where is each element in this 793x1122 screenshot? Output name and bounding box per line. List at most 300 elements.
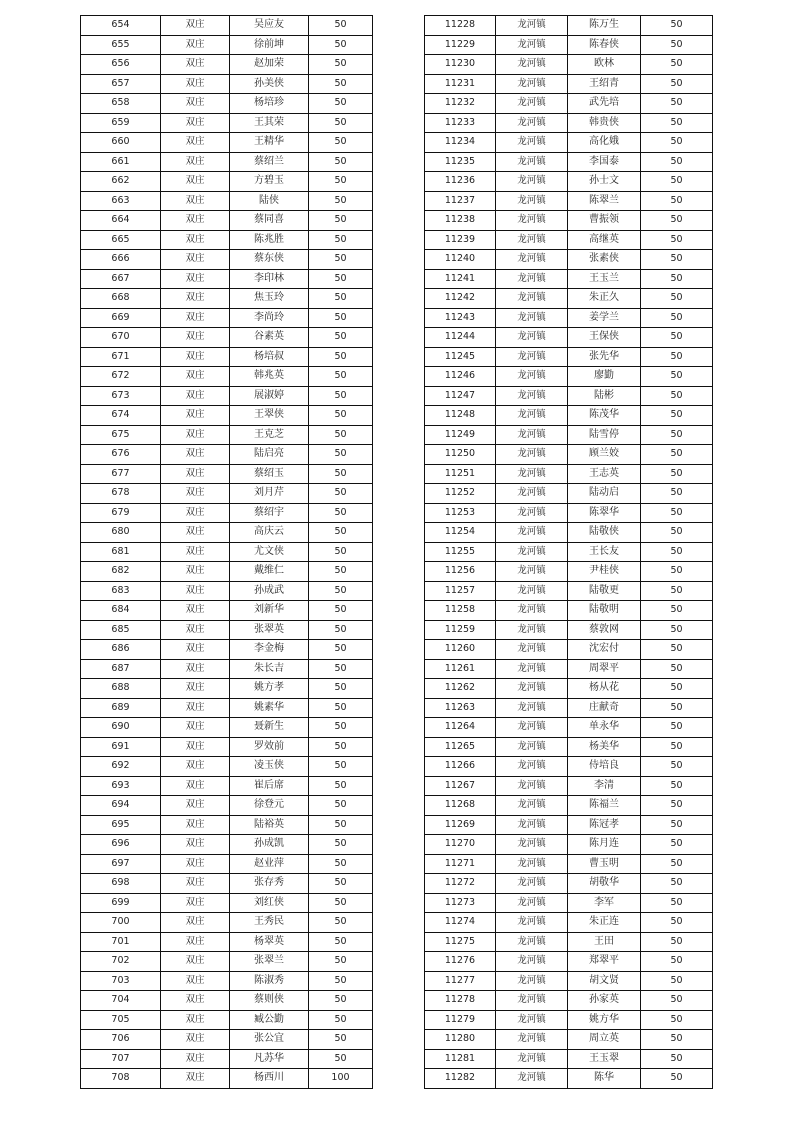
row-number-cell: 11270 <box>425 835 496 855</box>
amount-cell: 50 <box>641 796 713 816</box>
row-number-cell: 698 <box>81 874 161 894</box>
name-cell: 陆敬明 <box>568 601 641 621</box>
amount-cell: 50 <box>309 230 373 250</box>
town-cell: 龙河镇 <box>496 133 568 153</box>
town-cell: 龙河镇 <box>496 737 568 757</box>
table-row <box>425 1030 713 1050</box>
amount-cell: 50 <box>641 971 713 991</box>
row-number-cell: 686 <box>81 640 161 660</box>
amount-cell: 50 <box>309 328 373 348</box>
row-number-cell: 665 <box>81 230 161 250</box>
amount-cell: 50 <box>309 679 373 699</box>
town-cell: 龙河镇 <box>496 1010 568 1030</box>
row-number-cell: 11240 <box>425 250 496 270</box>
amount-cell: 50 <box>641 425 713 445</box>
table-row <box>81 1069 373 1089</box>
town-cell: 龙河镇 <box>496 991 568 1011</box>
row-number-cell: 664 <box>81 211 161 231</box>
town-cell: 龙河镇 <box>496 913 568 933</box>
name-cell: 李军 <box>568 893 641 913</box>
table-row <box>425 269 713 289</box>
amount-cell: 50 <box>309 640 373 660</box>
row-number-cell: 11237 <box>425 191 496 211</box>
row-number-cell: 662 <box>81 172 161 192</box>
town-cell: 龙河镇 <box>496 347 568 367</box>
row-number-cell: 696 <box>81 835 161 855</box>
town-cell: 双庄 <box>161 308 230 328</box>
row-number-cell: 701 <box>81 932 161 952</box>
amount-cell: 50 <box>641 133 713 153</box>
row-number-cell: 11271 <box>425 854 496 874</box>
amount-cell: 50 <box>309 523 373 543</box>
name-cell: 陆彬 <box>568 386 641 406</box>
town-cell: 双庄 <box>161 74 230 94</box>
amount-cell: 50 <box>309 445 373 465</box>
table-row <box>81 523 373 543</box>
table-row <box>425 289 713 309</box>
town-cell: 龙河镇 <box>496 503 568 523</box>
table-row <box>81 796 373 816</box>
amount-cell: 50 <box>641 386 713 406</box>
town-cell: 龙河镇 <box>496 191 568 211</box>
amount-cell: 50 <box>641 464 713 484</box>
name-cell: 吴应友 <box>230 16 309 36</box>
row-number-cell: 11282 <box>425 1069 496 1089</box>
row-number-cell: 707 <box>81 1049 161 1069</box>
name-cell: 王志英 <box>568 464 641 484</box>
town-cell: 双庄 <box>161 737 230 757</box>
row-number-cell: 11259 <box>425 620 496 640</box>
town-cell: 双庄 <box>161 581 230 601</box>
town-cell: 双庄 <box>161 562 230 582</box>
town-cell: 龙河镇 <box>496 464 568 484</box>
row-number-cell: 706 <box>81 1030 161 1050</box>
name-cell: 陈淑秀 <box>230 971 309 991</box>
town-cell: 双庄 <box>161 386 230 406</box>
row-number-cell: 11256 <box>425 562 496 582</box>
town-cell: 双庄 <box>161 406 230 426</box>
town-cell: 龙河镇 <box>496 55 568 75</box>
table-row <box>81 289 373 309</box>
amount-cell: 50 <box>309 55 373 75</box>
row-number-cell: 691 <box>81 737 161 757</box>
name-cell: 廖勤 <box>568 367 641 387</box>
table-row <box>425 172 713 192</box>
town-cell: 龙河镇 <box>496 893 568 913</box>
town-cell: 龙河镇 <box>496 659 568 679</box>
table-row <box>81 698 373 718</box>
amount-cell: 50 <box>309 113 373 133</box>
town-cell: 双庄 <box>161 289 230 309</box>
row-number-cell: 671 <box>81 347 161 367</box>
town-cell: 双庄 <box>161 640 230 660</box>
table-row <box>81 464 373 484</box>
table-row <box>81 152 373 172</box>
row-number-cell: 11238 <box>425 211 496 231</box>
table-row <box>81 35 373 55</box>
town-cell: 龙河镇 <box>496 601 568 621</box>
town-cell: 龙河镇 <box>496 679 568 699</box>
amount-cell: 50 <box>641 367 713 387</box>
name-cell: 蔡东侠 <box>230 250 309 270</box>
row-number-cell: 697 <box>81 854 161 874</box>
name-cell: 陆侠 <box>230 191 309 211</box>
row-number-cell: 11233 <box>425 113 496 133</box>
row-number-cell: 678 <box>81 484 161 504</box>
table-row <box>425 601 713 621</box>
amount-cell: 50 <box>641 172 713 192</box>
row-number-cell: 11272 <box>425 874 496 894</box>
name-cell: 凌玉侠 <box>230 757 309 777</box>
name-cell: 聂新生 <box>230 718 309 738</box>
town-cell: 龙河镇 <box>496 35 568 55</box>
table-row <box>81 971 373 991</box>
name-cell: 李尚玲 <box>230 308 309 328</box>
town-cell: 龙河镇 <box>496 211 568 231</box>
town-cell: 双庄 <box>161 542 230 562</box>
table-row <box>425 484 713 504</box>
amount-cell: 50 <box>309 308 373 328</box>
table-row <box>425 386 713 406</box>
town-cell: 双庄 <box>161 230 230 250</box>
row-number-cell: 674 <box>81 406 161 426</box>
right-table <box>424 15 713 1089</box>
row-number-cell: 11235 <box>425 152 496 172</box>
amount-cell: 50 <box>641 445 713 465</box>
town-cell: 双庄 <box>161 269 230 289</box>
town-cell: 龙河镇 <box>496 952 568 972</box>
row-number-cell: 11268 <box>425 796 496 816</box>
town-cell: 龙河镇 <box>496 289 568 309</box>
name-cell: 胡敬华 <box>568 874 641 894</box>
name-cell: 陆启亮 <box>230 445 309 465</box>
name-cell: 刘新华 <box>230 601 309 621</box>
row-number-cell: 689 <box>81 698 161 718</box>
amount-cell: 50 <box>641 562 713 582</box>
name-cell: 蔡绍兰 <box>230 152 309 172</box>
town-cell: 龙河镇 <box>496 718 568 738</box>
row-number-cell: 11252 <box>425 484 496 504</box>
row-number-cell: 659 <box>81 113 161 133</box>
table-row <box>425 35 713 55</box>
amount-cell: 50 <box>641 815 713 835</box>
table-row <box>425 835 713 855</box>
amount-cell: 50 <box>309 1049 373 1069</box>
town-cell: 龙河镇 <box>496 308 568 328</box>
name-cell: 陆敬更 <box>568 581 641 601</box>
name-cell: 高庆云 <box>230 523 309 543</box>
table-row <box>81 679 373 699</box>
town-cell: 龙河镇 <box>496 445 568 465</box>
table-row <box>425 991 713 1011</box>
name-cell: 李金梅 <box>230 640 309 660</box>
town-cell: 双庄 <box>161 679 230 699</box>
amount-cell: 50 <box>309 347 373 367</box>
amount-cell: 50 <box>309 952 373 972</box>
town-cell: 龙河镇 <box>496 562 568 582</box>
amount-cell: 50 <box>309 874 373 894</box>
row-number-cell: 666 <box>81 250 161 270</box>
table-row <box>425 503 713 523</box>
name-cell: 周翠平 <box>568 659 641 679</box>
town-cell: 龙河镇 <box>496 367 568 387</box>
amount-cell: 50 <box>641 269 713 289</box>
table-row <box>81 718 373 738</box>
name-cell: 赵加荣 <box>230 55 309 75</box>
amount-cell: 50 <box>641 74 713 94</box>
name-cell: 陈翠兰 <box>568 191 641 211</box>
table-row <box>81 133 373 153</box>
town-cell: 龙河镇 <box>496 152 568 172</box>
row-number-cell: 670 <box>81 328 161 348</box>
row-number-cell: 699 <box>81 893 161 913</box>
name-cell: 王长友 <box>568 542 641 562</box>
amount-cell: 50 <box>309 893 373 913</box>
table-row <box>425 562 713 582</box>
name-cell: 高化娥 <box>568 133 641 153</box>
name-cell: 杨翠英 <box>230 932 309 952</box>
row-number-cell: 11258 <box>425 601 496 621</box>
name-cell: 王绍青 <box>568 74 641 94</box>
table-row <box>425 581 713 601</box>
amount-cell: 50 <box>641 854 713 874</box>
table-row <box>81 347 373 367</box>
town-cell: 龙河镇 <box>496 94 568 114</box>
name-cell: 高继英 <box>568 230 641 250</box>
table-row <box>425 1049 713 1069</box>
row-number-cell: 655 <box>81 35 161 55</box>
table-row <box>81 367 373 387</box>
amount-cell: 50 <box>309 503 373 523</box>
name-cell: 陈万生 <box>568 16 641 36</box>
table-row <box>81 230 373 250</box>
amount-cell: 100 <box>309 1069 373 1089</box>
town-cell: 龙河镇 <box>496 406 568 426</box>
table-row <box>425 211 713 231</box>
row-number-cell: 702 <box>81 952 161 972</box>
name-cell: 罗效前 <box>230 737 309 757</box>
table-row <box>81 308 373 328</box>
town-cell: 双庄 <box>161 893 230 913</box>
row-number-cell: 683 <box>81 581 161 601</box>
table-row <box>425 542 713 562</box>
table-row <box>81 659 373 679</box>
name-cell: 孙成武 <box>230 581 309 601</box>
row-number-cell: 11265 <box>425 737 496 757</box>
table-row <box>81 1049 373 1069</box>
row-number-cell: 11249 <box>425 425 496 445</box>
table-row <box>81 113 373 133</box>
table-row <box>81 952 373 972</box>
table-row <box>425 659 713 679</box>
name-cell: 王克芝 <box>230 425 309 445</box>
row-number-cell: 11231 <box>425 74 496 94</box>
town-cell: 双庄 <box>161 874 230 894</box>
row-number-cell: 11242 <box>425 289 496 309</box>
amount-cell: 50 <box>641 113 713 133</box>
name-cell: 刘红侠 <box>230 893 309 913</box>
table-row <box>425 698 713 718</box>
table-row <box>81 425 373 445</box>
table-row <box>81 94 373 114</box>
name-cell: 杨西川 <box>230 1069 309 1089</box>
town-cell: 双庄 <box>161 113 230 133</box>
amount-cell: 50 <box>309 698 373 718</box>
table-row <box>81 581 373 601</box>
row-number-cell: 654 <box>81 16 161 36</box>
town-cell: 双庄 <box>161 464 230 484</box>
town-cell: 双庄 <box>161 425 230 445</box>
table-row <box>425 874 713 894</box>
amount-cell: 50 <box>641 1049 713 1069</box>
name-cell: 侍培良 <box>568 757 641 777</box>
name-cell: 孙士文 <box>568 172 641 192</box>
table-row <box>425 893 713 913</box>
name-cell: 蔡敦网 <box>568 620 641 640</box>
amount-cell: 50 <box>641 679 713 699</box>
name-cell: 崔后席 <box>230 776 309 796</box>
table-row <box>425 796 713 816</box>
town-cell: 双庄 <box>161 718 230 738</box>
town-cell: 双庄 <box>161 133 230 153</box>
table-row <box>81 250 373 270</box>
table-row <box>425 932 713 952</box>
town-cell: 龙河镇 <box>496 250 568 270</box>
table-row <box>425 74 713 94</box>
row-number-cell: 672 <box>81 367 161 387</box>
name-cell: 赵业萍 <box>230 854 309 874</box>
town-cell: 双庄 <box>161 328 230 348</box>
table-row <box>425 1069 713 1089</box>
table-row <box>425 776 713 796</box>
name-cell: 李清 <box>568 776 641 796</box>
amount-cell: 50 <box>309 776 373 796</box>
table-row <box>425 445 713 465</box>
town-cell: 双庄 <box>161 191 230 211</box>
table-row <box>81 620 373 640</box>
amount-cell: 50 <box>309 991 373 1011</box>
amount-cell: 50 <box>641 776 713 796</box>
town-cell: 龙河镇 <box>496 815 568 835</box>
amount-cell: 50 <box>641 16 713 36</box>
table-row <box>425 113 713 133</box>
row-number-cell: 704 <box>81 991 161 1011</box>
name-cell: 王田 <box>568 932 641 952</box>
table-row <box>425 640 713 660</box>
amount-cell: 50 <box>641 308 713 328</box>
name-cell: 王秀民 <box>230 913 309 933</box>
table-row <box>425 250 713 270</box>
name-cell: 蔡同喜 <box>230 211 309 231</box>
town-cell: 双庄 <box>161 55 230 75</box>
table-row <box>425 328 713 348</box>
town-cell: 双庄 <box>161 601 230 621</box>
amount-cell: 50 <box>309 854 373 874</box>
row-number-cell: 11278 <box>425 991 496 1011</box>
row-number-cell: 11277 <box>425 971 496 991</box>
town-cell: 双庄 <box>161 172 230 192</box>
table-row <box>81 445 373 465</box>
town-cell: 双庄 <box>161 971 230 991</box>
name-cell: 杨培叔 <box>230 347 309 367</box>
table-row <box>81 484 373 504</box>
row-number-cell: 656 <box>81 55 161 75</box>
table-row <box>81 386 373 406</box>
town-cell: 双庄 <box>161 367 230 387</box>
amount-cell: 50 <box>309 1010 373 1030</box>
town-cell: 龙河镇 <box>496 835 568 855</box>
amount-cell: 50 <box>309 601 373 621</box>
name-cell: 张存秀 <box>230 874 309 894</box>
table-row <box>81 503 373 523</box>
amount-cell: 50 <box>641 757 713 777</box>
amount-cell: 50 <box>641 542 713 562</box>
amount-cell: 50 <box>641 932 713 952</box>
name-cell: 姜学兰 <box>568 308 641 328</box>
row-number-cell: 675 <box>81 425 161 445</box>
row-number-cell: 705 <box>81 1010 161 1030</box>
table-row <box>425 347 713 367</box>
name-cell: 张翠英 <box>230 620 309 640</box>
name-cell: 陈冠孝 <box>568 815 641 835</box>
name-cell: 尤文侠 <box>230 542 309 562</box>
row-number-cell: 668 <box>81 289 161 309</box>
table-row <box>81 406 373 426</box>
amount-cell: 50 <box>641 952 713 972</box>
table-row <box>425 913 713 933</box>
amount-cell: 50 <box>641 737 713 757</box>
amount-cell: 50 <box>309 796 373 816</box>
name-cell: 单永华 <box>568 718 641 738</box>
row-number-cell: 11244 <box>425 328 496 348</box>
name-cell: 孙成凯 <box>230 835 309 855</box>
table-row <box>425 55 713 75</box>
name-cell: 韩贵侠 <box>568 113 641 133</box>
row-number-cell: 660 <box>81 133 161 153</box>
name-cell: 姚方华 <box>568 1010 641 1030</box>
name-cell: 戴维仁 <box>230 562 309 582</box>
row-number-cell: 11234 <box>425 133 496 153</box>
row-number-cell: 11236 <box>425 172 496 192</box>
amount-cell: 50 <box>641 659 713 679</box>
amount-cell: 50 <box>641 835 713 855</box>
table-row <box>425 523 713 543</box>
row-number-cell: 11267 <box>425 776 496 796</box>
amount-cell: 50 <box>309 971 373 991</box>
row-number-cell: 11230 <box>425 55 496 75</box>
amount-cell: 50 <box>309 191 373 211</box>
town-cell: 双庄 <box>161 523 230 543</box>
amount-cell: 50 <box>309 464 373 484</box>
name-cell: 张公宜 <box>230 1030 309 1050</box>
row-number-cell: 11250 <box>425 445 496 465</box>
table-row <box>81 932 373 952</box>
name-cell: 李印林 <box>230 269 309 289</box>
row-number-cell: 11255 <box>425 542 496 562</box>
amount-cell: 50 <box>641 991 713 1011</box>
amount-cell: 50 <box>309 35 373 55</box>
row-number-cell: 657 <box>81 74 161 94</box>
amount-cell: 50 <box>309 289 373 309</box>
table-row <box>425 757 713 777</box>
town-cell: 龙河镇 <box>496 1049 568 1069</box>
name-cell: 陈华 <box>568 1069 641 1089</box>
table-row <box>81 1030 373 1050</box>
town-cell: 龙河镇 <box>496 523 568 543</box>
left-table <box>80 15 373 1089</box>
amount-cell: 50 <box>309 659 373 679</box>
row-number-cell: 703 <box>81 971 161 991</box>
